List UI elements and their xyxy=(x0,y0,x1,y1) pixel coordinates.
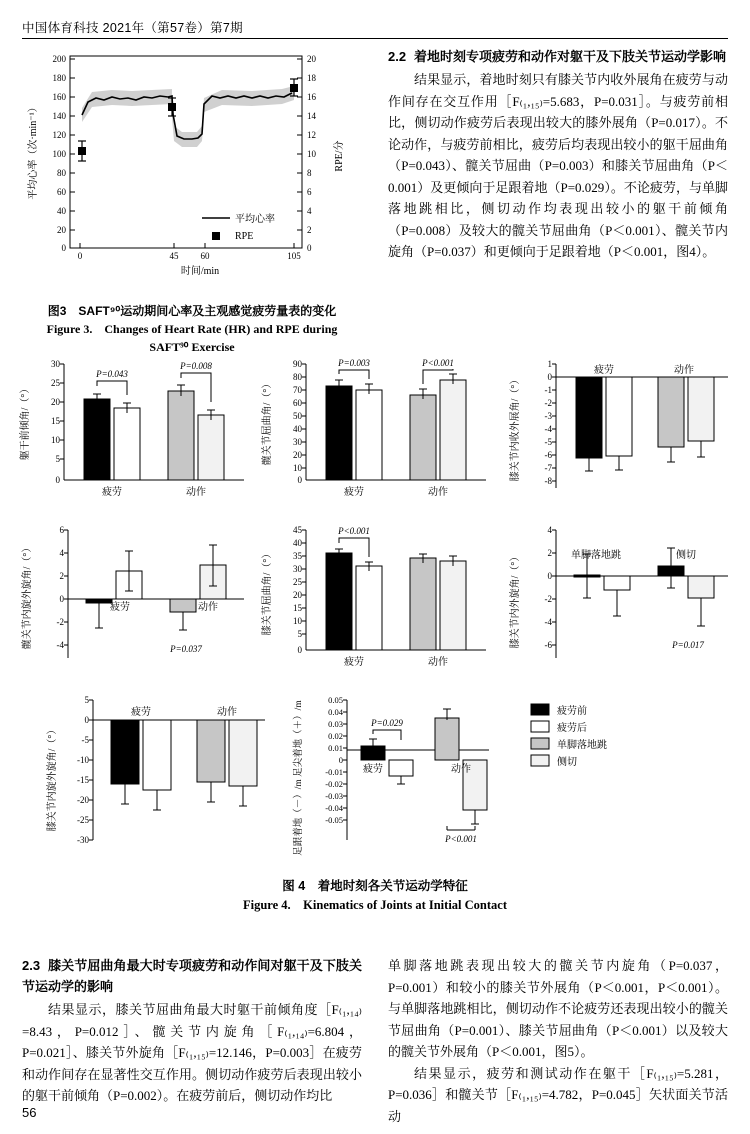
svg-text:4: 4 xyxy=(307,206,312,216)
figure-4-row-1 xyxy=(12,348,738,518)
svg-text:-6: -6 xyxy=(544,450,552,460)
figure-3-ylabel-right: RPE/分 xyxy=(334,140,345,172)
figure-4-caption xyxy=(12,877,738,915)
svg-text:45: 45 xyxy=(169,251,179,261)
svg-text:1: 1 xyxy=(547,359,552,369)
svg-text:100: 100 xyxy=(52,149,66,159)
figure-4-caption-cn: 图 4 着地时刻各关节运动学特征 xyxy=(282,879,468,893)
figure-4 xyxy=(12,348,738,915)
figure-3 xyxy=(22,46,362,356)
panel-knee-internal-rotation xyxy=(33,690,275,875)
section-2-2-title xyxy=(388,46,728,67)
svg-text:-10: -10 xyxy=(77,755,89,765)
svg-text:80: 80 xyxy=(57,168,66,178)
svg-text:动作: 动作 xyxy=(198,602,218,613)
section-2-3-number: 2.3 xyxy=(22,958,41,973)
svg-text:0: 0 xyxy=(59,594,64,604)
svg-text:0.02: 0.02 xyxy=(328,731,343,741)
svg-text:30: 30 xyxy=(51,359,60,369)
svg-text:-6: -6 xyxy=(544,640,552,650)
svg-text:P=0.029: P=0.029 xyxy=(371,718,403,728)
svg-text:50: 50 xyxy=(293,411,302,421)
figure-3-ylabel-left: 平均心率（次·min⁻¹） xyxy=(28,102,39,200)
svg-text:5: 5 xyxy=(55,454,60,464)
svg-text:疲劳: 疲劳 xyxy=(363,764,383,775)
svg-text:疲劳: 疲劳 xyxy=(110,602,130,613)
svg-text:30: 30 xyxy=(293,437,302,447)
svg-text:40: 40 xyxy=(293,538,302,548)
svg-text:-1: -1 xyxy=(544,385,552,395)
svg-text:-7: -7 xyxy=(544,463,552,473)
figure-3-caption-en-2: SAFT⁹⁰ Exercise xyxy=(149,340,235,354)
svg-text:P=0.017: P=0.017 xyxy=(672,640,704,650)
svg-text:2: 2 xyxy=(547,548,552,558)
svg-text:14: 14 xyxy=(307,111,316,121)
svg-text:-0.05: -0.05 xyxy=(325,815,343,825)
figure-4-row-2 xyxy=(12,518,738,690)
section-2-3-continued xyxy=(388,955,728,1127)
svg-text:-15: -15 xyxy=(77,775,89,785)
svg-text:-25: -25 xyxy=(77,815,89,825)
svg-text:髋关节内旋外旋角/（°）: 髋关节内旋外旋角/（°） xyxy=(22,542,33,650)
svg-text:60: 60 xyxy=(293,398,302,408)
legend-item-1: 疲劳后 xyxy=(557,723,587,734)
svg-text:10: 10 xyxy=(51,435,60,445)
section-2-2-number: 2.2 xyxy=(388,49,407,64)
svg-text:35: 35 xyxy=(293,551,302,561)
svg-text:2: 2 xyxy=(307,225,312,235)
svg-text:疲劳: 疲劳 xyxy=(594,365,614,376)
svg-text:P<0.001: P<0.001 xyxy=(422,358,454,368)
svg-text:6: 6 xyxy=(307,187,312,197)
svg-text:20: 20 xyxy=(57,225,66,235)
figure-3-chart xyxy=(22,46,362,296)
panel-knee-flexion xyxy=(254,518,496,690)
figure-3-legend-rpe: RPE xyxy=(235,231,254,242)
svg-text:40: 40 xyxy=(293,424,302,434)
svg-text:膝关节内旋外旋角/（°）: 膝关节内旋外旋角/（°） xyxy=(47,724,58,832)
svg-text:5: 5 xyxy=(297,629,302,639)
legend-item-3: 侧切 xyxy=(557,757,577,768)
svg-text:动作: 动作 xyxy=(428,657,448,668)
svg-text:0: 0 xyxy=(297,645,302,655)
svg-text:0: 0 xyxy=(61,243,66,253)
svg-text:动作: 动作 xyxy=(217,707,237,718)
panel-hip-flexion xyxy=(254,348,496,518)
panel-trunk-lean xyxy=(12,348,254,518)
svg-text:P=0.043: P=0.043 xyxy=(96,369,128,379)
svg-text:0: 0 xyxy=(547,372,552,382)
svg-text:-20: -20 xyxy=(77,795,89,805)
svg-text:140: 140 xyxy=(52,111,66,121)
panel-foot-strike xyxy=(275,690,517,875)
svg-text:-4: -4 xyxy=(544,617,552,627)
svg-text:0: 0 xyxy=(55,475,60,485)
svg-text:-2: -2 xyxy=(56,617,64,627)
header-divider xyxy=(22,38,728,39)
svg-text:膝关节屈曲角/（°）: 膝关节屈曲角/（°） xyxy=(262,548,273,636)
section-2-3-body-left: 结果显示，膝关节屈曲角最大时躯干前倾角度［F₍₁,₁₄₎=8.43，P=0.012］、髋关节内旋角［F₍₁,₁₄₎=6.804，P=0.021］、膝关节外旋角［F₍₁,₁₅₎=12.146，P=0.003］在疲劳和动作间存在显著性交互作用。侧切动作疲劳后表现出较小的躯干前倾角（P=0.002）。在疲劳前后，侧切动作均比 xyxy=(22,1002,362,1103)
svg-text:-4: -4 xyxy=(544,424,552,434)
svg-text:70: 70 xyxy=(293,385,302,395)
svg-text:20: 20 xyxy=(307,54,316,64)
svg-text:10: 10 xyxy=(307,149,316,159)
svg-text:15: 15 xyxy=(293,603,302,613)
svg-text:200: 200 xyxy=(52,54,66,64)
svg-text:躯干前倾角/（°）: 躯干前倾角/（°） xyxy=(20,383,31,461)
svg-text:16: 16 xyxy=(307,92,316,102)
svg-text:动作: 动作 xyxy=(451,764,471,775)
svg-text:4: 4 xyxy=(59,548,64,558)
svg-text:-5: -5 xyxy=(544,437,552,447)
svg-text:疲劳: 疲劳 xyxy=(131,707,151,718)
svg-text:0: 0 xyxy=(338,755,343,765)
svg-text:15: 15 xyxy=(51,416,60,426)
figure-3-caption-cn: 图3 SAFT⁹⁰运动期间心率及主观感觉疲劳量表的变化 xyxy=(47,304,337,318)
svg-text:8: 8 xyxy=(307,168,312,178)
section-2-3-heading: 膝关节屈曲角最大时专项疲劳和动作间对躯干及下肢关节运动学的影响 xyxy=(22,958,362,994)
svg-text:-3: -3 xyxy=(544,411,552,421)
svg-text:-0.02: -0.02 xyxy=(325,779,343,789)
svg-text:-8: -8 xyxy=(544,476,552,486)
svg-text:动作: 动作 xyxy=(186,487,206,498)
legend-item-0: 疲劳前 xyxy=(557,706,587,717)
svg-text:5: 5 xyxy=(84,695,89,705)
figure-3-legend-hr: 平均心率 xyxy=(235,214,275,225)
figure-4-row-3 xyxy=(12,690,738,875)
svg-text:-0.03: -0.03 xyxy=(325,791,343,801)
panel-knee-rotation xyxy=(496,518,738,690)
svg-text:疲劳: 疲劳 xyxy=(344,657,364,668)
svg-text:动作: 动作 xyxy=(674,365,694,376)
running-head: 中国体育科技 2021年（第57卷）第7期 xyxy=(22,21,243,35)
svg-text:-2: -2 xyxy=(544,594,552,604)
section-2-3 xyxy=(22,955,362,1107)
svg-text:60: 60 xyxy=(200,251,210,261)
svg-text:0.04: 0.04 xyxy=(328,707,343,717)
svg-text:0.05: 0.05 xyxy=(328,695,343,705)
svg-text:90: 90 xyxy=(293,359,302,369)
svg-text:0: 0 xyxy=(84,715,89,725)
svg-text:单脚落地跳: 单脚落地跳 xyxy=(571,550,621,561)
svg-text:4: 4 xyxy=(547,525,552,535)
svg-text:-2: -2 xyxy=(544,398,552,408)
svg-text:膝关节内外旋角/（°）: 膝关节内外旋角/（°） xyxy=(510,551,521,649)
section-2-2-heading: 着地时刻专项疲劳和动作对躯干及下肢关节运动学影响 xyxy=(414,49,727,64)
svg-text:25: 25 xyxy=(51,378,60,388)
section-2-3-body-right-2: 结果显示，疲劳和测试动作在躯干［F₍₁,₁₅₎=5.281，P=0.036］和髋关节［F₍₁,₁₅₎=4.782，P=0.045］矢状面关节活动 xyxy=(388,1065,728,1124)
svg-text:6: 6 xyxy=(59,525,64,535)
svg-text:180: 180 xyxy=(52,73,66,83)
svg-text:30: 30 xyxy=(293,564,302,574)
svg-text:25: 25 xyxy=(293,577,302,587)
svg-text:侧切: 侧切 xyxy=(676,550,696,561)
svg-text:160: 160 xyxy=(52,92,66,102)
section-2-3-body-right-1: 单脚落地跳表现出较大的髋关节内旋角（P=0.037，P=0.001）和较小的膝关节外展角（P＜0.001，P＜0.001）。与单脚落地跳相比，侧切动作不论疲劳还表现出较小的髋关节屈曲角（P=0.001）、膝关节屈曲角（P＜0.001）以及较大的髋关节外展角（P＜0.001，图5）。 xyxy=(388,958,728,1059)
svg-text:80: 80 xyxy=(293,372,302,382)
svg-text:0: 0 xyxy=(297,475,302,485)
panel-knee-abduction xyxy=(496,348,738,518)
svg-text:疲劳: 疲劳 xyxy=(344,487,364,498)
svg-text:动作: 动作 xyxy=(428,487,448,498)
svg-text:-0.04: -0.04 xyxy=(325,803,343,813)
svg-text:0: 0 xyxy=(547,571,552,581)
svg-text:60: 60 xyxy=(57,187,66,197)
panel-hip-rotation xyxy=(12,518,254,690)
svg-text:0: 0 xyxy=(307,243,312,253)
svg-text:18: 18 xyxy=(307,73,316,83)
figure-4-legend xyxy=(517,690,717,875)
svg-text:P<0.001: P<0.001 xyxy=(445,834,477,844)
svg-text:-0.01: -0.01 xyxy=(325,767,343,777)
svg-text:2: 2 xyxy=(59,571,64,581)
figure-3-caption-en-1: Figure 3. Changes of Heart Rate (HR) and RPE during xyxy=(46,322,338,336)
svg-text:20: 20 xyxy=(293,450,302,460)
svg-text:20: 20 xyxy=(51,397,60,407)
svg-text:12: 12 xyxy=(307,130,316,140)
svg-text:0.01: 0.01 xyxy=(328,743,343,753)
svg-text:45: 45 xyxy=(293,525,302,535)
svg-text:-5: -5 xyxy=(81,735,89,745)
page-number: 56 xyxy=(22,1105,37,1120)
svg-text:10: 10 xyxy=(293,616,302,626)
figure-3-xlabel: 时间/min xyxy=(180,266,220,277)
svg-text:膝关节内收外展角/（°）: 膝关节内收外展角/（°） xyxy=(510,374,521,482)
svg-text:40: 40 xyxy=(57,206,66,216)
section-2-3-title xyxy=(22,955,362,997)
svg-text:足跟着地（－）/m 足尖着地（＋）/m: 足跟着地（－）/m 足尖着地（＋）/m xyxy=(294,700,304,856)
svg-text:P=0.037: P=0.037 xyxy=(170,644,202,654)
svg-text:P=0.008: P=0.008 xyxy=(180,361,212,371)
svg-text:P=0.003: P=0.003 xyxy=(338,358,370,368)
svg-text:疲劳: 疲劳 xyxy=(102,487,122,498)
svg-text:-4: -4 xyxy=(56,640,64,650)
svg-text:10: 10 xyxy=(293,463,302,473)
legend-item-2: 单脚落地跳 xyxy=(557,740,607,751)
svg-text:0.03: 0.03 xyxy=(328,719,343,729)
figure-4-caption-en: Figure 4. Kinematics of Joints at Initial Contact xyxy=(243,898,507,912)
svg-text:105: 105 xyxy=(287,251,301,261)
svg-text:髋关节屈曲角/（°）: 髋关节屈曲角/（°） xyxy=(262,378,273,466)
section-2-2-body: 结果显示，着地时刻只有膝关节内收外展角在疲劳与动作间存在交互作用［F₍₁,₁₅₎=5.683，P=0.031］。与疲劳前相比，侧切动作疲劳后表现出较大的膝外展角（P=0.017）。不论动作，与疲劳前相比，疲劳后均表现出较小的躯干屈曲角（P=0.043）、髋关节屈曲（P=0.003）和膝关节屈曲角（P＜0.001）及更倾向于足跟着地（P=0.029）。不论疲劳，与单脚落地跳相比，侧切动作均表现出较小的躯干前倾角（P=0.008）及较大的髋关节屈曲角（P＜0.001）、髋关节内旋角（P=0.037）和更倾向于足跟着地（P＜0.001，图4）。 xyxy=(388,72,728,259)
svg-text:-30: -30 xyxy=(77,835,89,845)
svg-text:P<0.001: P<0.001 xyxy=(338,526,370,536)
svg-text:20: 20 xyxy=(293,590,302,600)
section-2-2 xyxy=(388,46,728,263)
svg-text:0: 0 xyxy=(77,251,83,261)
svg-text:120: 120 xyxy=(52,130,66,140)
